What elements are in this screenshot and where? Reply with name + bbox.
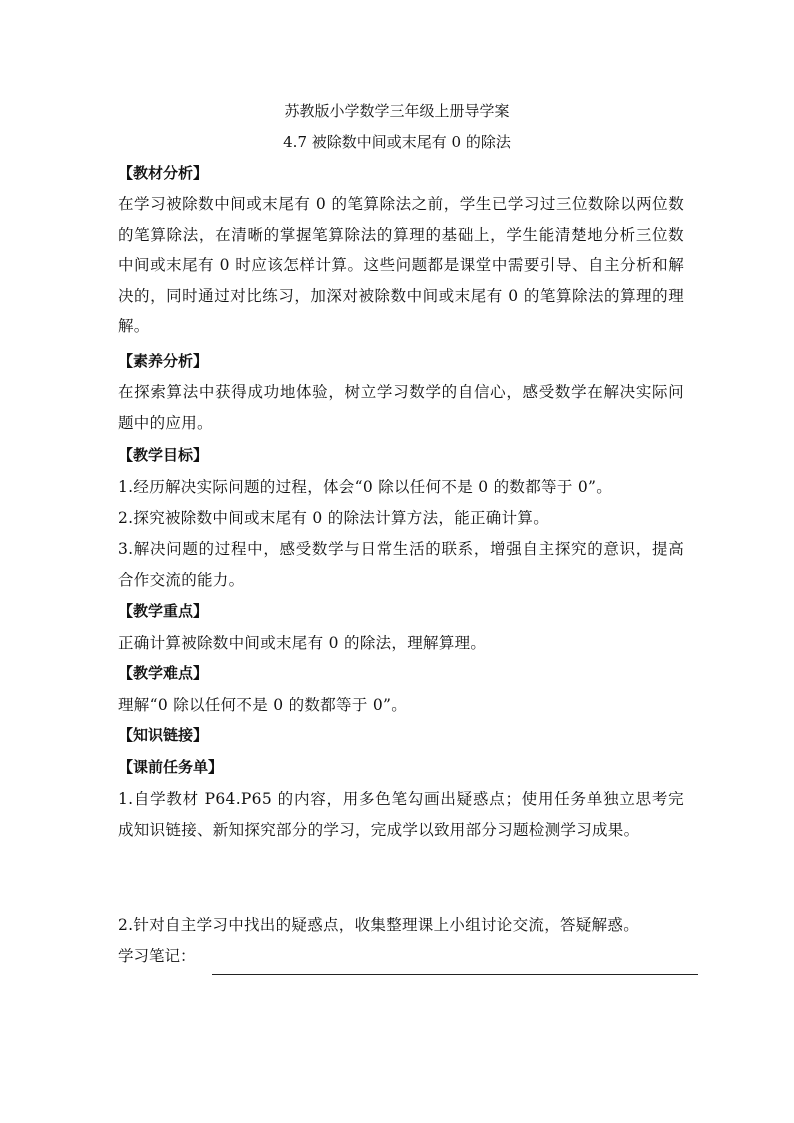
pre-class-task-1: 1.自学教材 P64.P65 的内容，用多色笔勾画出疑惑点；使用任务单独立思考完成知识链接、新知探究部分的学习，完成学以致用部分习题检测学习成果。 [118,790,684,839]
heading-teaching-goals: 【教学目标】 [118,446,209,464]
study-notes-label: 学习笔记： [118,947,196,965]
pre-class-task-2: 2.针对自主学习中找出的疑惑点，收集整理课上小组讨论交流，答疑解惑。 [118,916,639,934]
heading-pre-class-tasks: 【课前任务单】 [118,758,224,776]
heading-material-analysis: 【教材分析】 [118,164,209,182]
teaching-goal-2: 2.探究被除数中间或末尾有 0 的除法计算方法，能正确计算。 [118,509,550,527]
material-analysis-text: 在学习被除数中间或末尾有 0 的笔算除法之前，学生已学习过三位数除以两位数的笔算除法，在清晰的掌握笔算除法的算理的基础上，学生能清楚地分析三位数中间或末尾有 0 时应该怎样计算。这些问题都是课堂中需要引导、自主分析和解决的，同时通过对比练习，加深对被除数中间或末尾有 0 的笔算除法的算理的理解。 [118,195,684,335]
key-points-text: 正确计算被除数中间或末尾有 0 的除法，理解算理。 [118,634,487,652]
difficult-points-text: 理解“0 除以任何不是 0 的数都等于 0”。 [118,696,408,714]
lesson-subtitle: 4.7 被除数中间或末尾有 0 的除法 [283,133,511,151]
heading-literacy-analysis: 【素养分析】 [118,352,209,370]
teaching-goal-1: 1.经历解决实际问题的过程，体会“0 除以任何不是 0 的数都等于 0”。 [118,478,613,496]
literacy-analysis-text: 在探索算法中获得成功地体验，树立学习数学的自信心，感受数学在解决实际问题中的应用。 [118,383,684,432]
heading-difficult-points: 【教学难点】 [118,664,209,682]
study-notes-writing-line[interactable] [212,974,698,975]
teaching-goal-3: 3.解决问题的过程中，感受数学与日常生活的联系，增强自主探究的意识，提高合作交流的能力。 [118,540,684,589]
heading-key-points: 【教学重点】 [118,602,209,620]
heading-knowledge-link: 【知识链接】 [118,726,209,744]
document-title: 苏教版小学数学三年级上册导学案 [284,102,510,120]
